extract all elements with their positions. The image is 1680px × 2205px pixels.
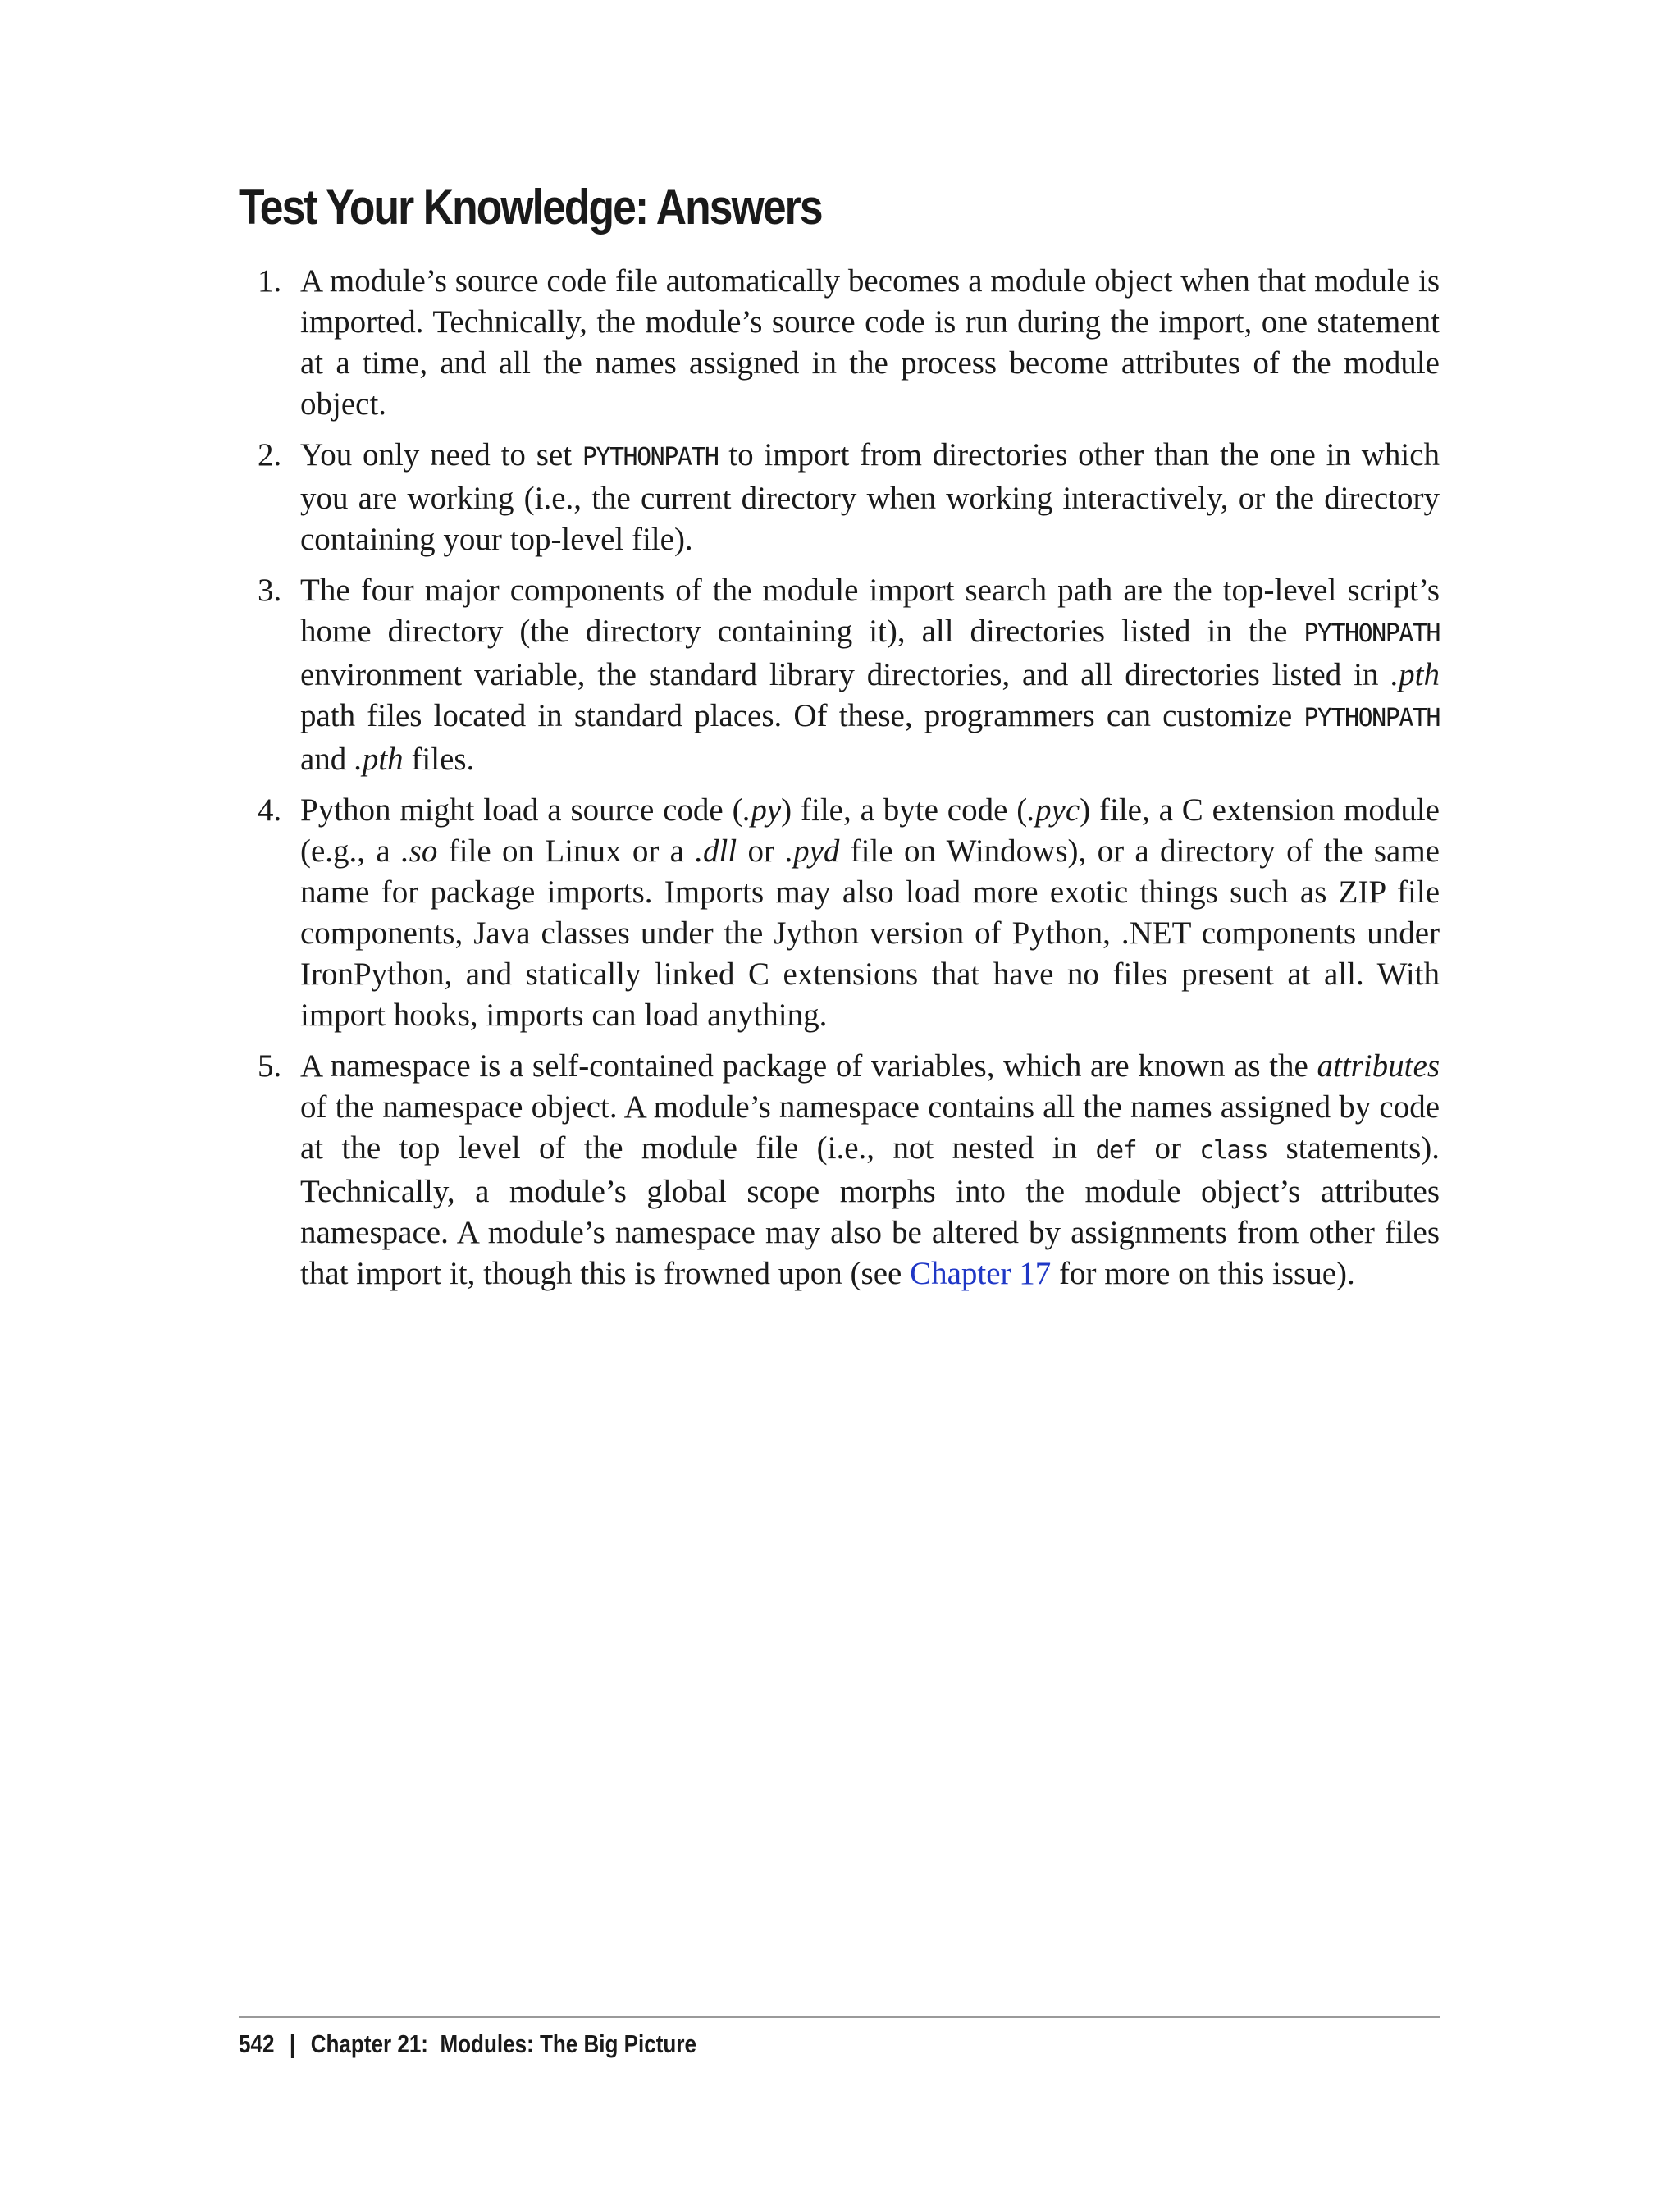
answer-number: 5.	[258, 1048, 282, 1084]
emphasized-text: .pyd	[785, 833, 840, 869]
text-run: and	[300, 742, 355, 777]
answer-number: 1.	[258, 263, 282, 299]
inline-code: def	[1095, 1136, 1137, 1165]
text-run: path files located in standard places. Of these, programmers can customize	[300, 698, 1304, 733]
text-run: of the namespace object. A module’s namespace contains all the names assigned by code at the top level of the module file (i.e., not nested in	[300, 1089, 1440, 1166]
answer-text	[300, 792, 1440, 1033]
text-run: files.	[403, 742, 475, 777]
text-run: You only need to set	[300, 437, 582, 472]
answer-item-2	[239, 435, 1440, 560]
text-run: ) file, a C extension module (e.g., a	[300, 792, 1440, 869]
chapter-title: Chapter 21: Modules: The Big Picture	[310, 2029, 696, 2058]
text-run: file on Linux or a	[437, 833, 696, 869]
section-heading: Test Your Knowledge: Answers	[239, 180, 822, 235]
text-run: or	[737, 833, 786, 869]
text-run: Python might load a source code (	[300, 792, 743, 828]
answer-list	[239, 261, 1440, 1304]
answer-text	[300, 263, 1440, 422]
emphasized-text: attributes	[1317, 1048, 1440, 1084]
text-run: A module’s source code file automatically becomes a module object when that module is imported. Technically, the module’s source code is run during the import, one statement at a time, and all the names assigned in the process become attributes of the module object.	[300, 263, 1440, 422]
emphasized-text: .dll	[695, 833, 737, 869]
emphasized-text: .pyc	[1027, 792, 1080, 828]
text-run: to import from directories other than the one in which you are working (i.e., the current directory when working interactively, or the directory containing your top-level file).	[300, 437, 1440, 557]
answer-item-5	[239, 1046, 1440, 1294]
inline-code: PYTHONPATH	[1303, 619, 1440, 648]
chapter-link[interactable]: Chapter 17	[910, 1256, 1052, 1291]
emphasized-text: .py	[742, 792, 782, 828]
emphasized-text: .pth	[1390, 657, 1440, 692]
answer-item-1	[239, 261, 1440, 425]
text-run: A namespace is a self-contained package of variables, which are known as the	[300, 1048, 1317, 1084]
text-run: file on Windows), or a directory of the same name for package imports. Imports may also load more exotic things such as ZIP file components, Java classes under the Jython version of Python, .NET components under IronPython, and statically linked C extensions that have no files present at all. With import hooks, imports can load anything.	[300, 833, 1440, 1033]
emphasized-text: .so	[401, 833, 438, 869]
answer-text	[300, 1048, 1440, 1291]
text-run: The four major components of the module import search path are the top-level script’s home directory (the directory containing it), all directories listed in the	[300, 573, 1440, 649]
text-run: or	[1136, 1130, 1200, 1166]
footer-divider	[239, 2016, 1440, 2018]
inline-code: PYTHONPATH	[1303, 704, 1440, 733]
inline-code: PYTHONPATH	[582, 443, 719, 472]
emphasized-text: .pth	[354, 742, 404, 777]
text-run: ) file, a byte code (	[781, 792, 1028, 828]
answer-item-3	[239, 570, 1440, 780]
text-run: environment variable, the standard library directories, and all directories listed in	[300, 657, 1391, 692]
answer-text	[300, 437, 1440, 557]
inline-code: class	[1199, 1136, 1268, 1165]
answer-number: 4.	[258, 792, 282, 828]
text-run: statements). Technically, a module’s global scope morphs into the module object’s attributes namespace. A module’s namespace may also be altered by assignments from other files that import it, though this is frowned upon (see	[300, 1130, 1440, 1291]
text-run: for more on this issue).	[1051, 1256, 1355, 1291]
answer-text	[300, 573, 1440, 777]
footer-separator: |	[289, 2029, 296, 2058]
answer-item-4	[239, 790, 1440, 1036]
answer-number: 2.	[258, 437, 282, 472]
page-footer	[239, 2029, 696, 2059]
answer-number: 3.	[258, 573, 282, 608]
page-number: 542	[239, 2029, 275, 2058]
